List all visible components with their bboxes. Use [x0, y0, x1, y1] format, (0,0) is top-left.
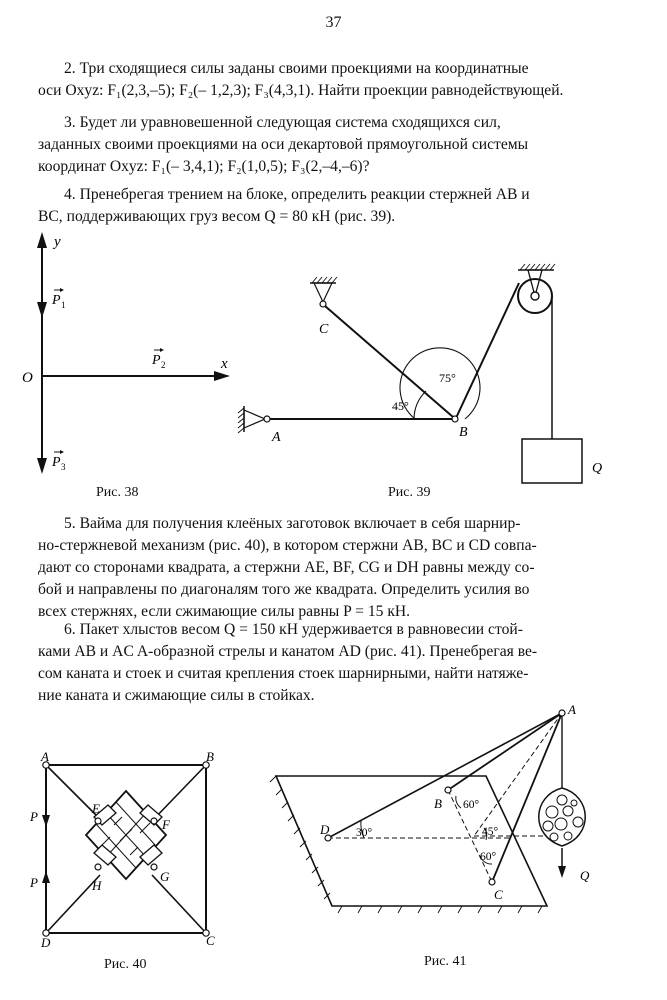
leg-ab: [448, 713, 562, 790]
label-c: C: [494, 887, 503, 902]
problem-3-line-3: координат Oxyz: F₁(– 3,4,1); F₂(1,0,5); F₃(2,–4,–6)?: [38, 158, 370, 175]
angle-60-top-label: 60°: [463, 799, 480, 811]
angle-60-bottom-label: 60°: [480, 851, 497, 863]
label-b: B: [434, 796, 442, 811]
page-number: 37: [325, 14, 342, 31]
figure-39: [232, 258, 612, 498]
x-axis-label: x: [221, 356, 228, 372]
angle-arc-45: [414, 391, 426, 419]
label-c: C: [319, 322, 329, 337]
problem-6-line-2: ками AB и AC A-образной стрелы и канатом AD (рис. 41). Пренебрегая ве-: [38, 643, 538, 660]
angle-arc-60-top: [456, 796, 461, 808]
rod-cb: [325, 306, 453, 417]
figure-41-caption: Рис. 41: [424, 954, 467, 969]
problem-6: [38, 619, 613, 707]
problem-4: [38, 184, 613, 228]
svg-text:P: P: [52, 293, 61, 308]
rope-from-b: [456, 283, 519, 418]
label-f: F: [162, 817, 170, 832]
problem-3: [38, 112, 613, 178]
label-e: E: [92, 801, 100, 816]
label-p-top: P: [30, 809, 38, 824]
force-p-top-arrowhead: [42, 815, 50, 827]
problem-2-line-2: оси Oxyz: F₁(2,3,–5); F₂(– 1,2,3); F₃(4,3,1). Найти проекции равнодействующей.: [38, 82, 564, 99]
ground-plane: [276, 776, 547, 906]
problem-3-line-1: 3. Будет ли уравновешенной следующая система сходящихся сил,: [64, 114, 501, 131]
p2-label: [151, 348, 166, 370]
label-d: D: [320, 822, 330, 837]
angle-75-label: 75°: [439, 371, 456, 385]
problem-5-line-2: но-стержневой механизм (рис. 40), в котором стержни AB, BC и CD совпа-: [38, 537, 537, 554]
angle-45-label: 45°: [392, 399, 409, 413]
y-axis-arrowhead: [37, 232, 47, 248]
log-bundle-q: [539, 788, 586, 846]
problem-5-line-5: всех стержнях, если сжимающие силы равны P = 15 кН.: [38, 603, 411, 620]
angle-30-label: 30°: [356, 827, 373, 839]
figure-40-caption: Рис. 40: [104, 957, 147, 972]
p1-arrowhead: [37, 302, 47, 318]
origin-label: O: [22, 370, 33, 386]
problem-4-line-1: 4. Пренебрегая трением на блоке, определить реакции стержней AB и: [64, 186, 530, 203]
joint-b: [452, 416, 458, 422]
label-b: B: [206, 749, 214, 764]
problem-5: [38, 513, 613, 623]
pulley-block: [518, 264, 555, 313]
label-h: H: [92, 878, 102, 893]
svg-text:P: P: [52, 455, 61, 470]
figure-41: [262, 696, 617, 930]
problem-2: [38, 58, 613, 102]
label-g: G: [160, 869, 170, 884]
y-axis-label: y: [54, 234, 61, 250]
load-q: [522, 439, 582, 483]
label-c: C: [206, 933, 215, 948]
label-b: B: [459, 425, 468, 440]
problem-4-line-2: BC, поддерживающих груз весом Q = 80 кН (рис. 39).: [38, 208, 396, 225]
problem-3-line-2: заданных своими проекциями на оси декартовой прямоугольной системы: [38, 136, 529, 153]
p2-arrowhead: [214, 371, 230, 381]
weight-q-arrowhead: [558, 866, 566, 878]
problem-6-line-1: 6. Пакет хлыстов весом Q = 150 кН удерживается в равновесии стой-: [64, 621, 523, 638]
problem-2-line-1: 2. Три сходящиеся силы заданы своими проекциями на координатные: [64, 60, 529, 77]
problem-5-line-4: бой и направлены по диагоналям того же квадрата. Определить усилия во: [38, 581, 530, 598]
svg-text:3: 3: [61, 462, 66, 472]
svg-text:P: P: [152, 353, 161, 368]
support-a-hinge: [238, 406, 270, 433]
problem-5-line-1: 5. Вайма для получения клеёных заготовок включает в себя шарнир-: [64, 515, 521, 532]
label-a: A: [568, 702, 576, 717]
angle-45-label: 45°: [482, 826, 499, 838]
p3-label: [51, 450, 66, 472]
support-c-hinge: [310, 277, 337, 307]
force-p-bottom-arrowhead: [42, 871, 50, 883]
label-a: A: [41, 749, 49, 764]
figure-38-caption: Рис. 38: [96, 485, 139, 500]
label-q: Q: [580, 868, 590, 883]
figure-39-caption: Рис. 39: [388, 485, 431, 500]
figure-38: [18, 228, 248, 478]
p1-label: [51, 288, 66, 310]
label-q: Q: [592, 461, 603, 476]
p3-arrowhead: [37, 458, 47, 474]
figure-40: [24, 745, 234, 955]
label-a: A: [272, 430, 281, 445]
problem-6-line-4: ние каната и сжимающие силы в стойках.: [38, 687, 315, 704]
problem-5-line-3: дают со сторонами квадрата, а стержни AE, BF, CG и DH равны между со-: [38, 559, 535, 576]
problem-6-line-3: сом каната и стоек и считая крепления стоек шарнирными, найти натяже-: [38, 665, 529, 682]
svg-text:2: 2: [161, 360, 166, 370]
svg-text:1: 1: [61, 300, 66, 310]
label-p-bottom: P: [30, 875, 38, 890]
label-d: D: [41, 935, 51, 950]
